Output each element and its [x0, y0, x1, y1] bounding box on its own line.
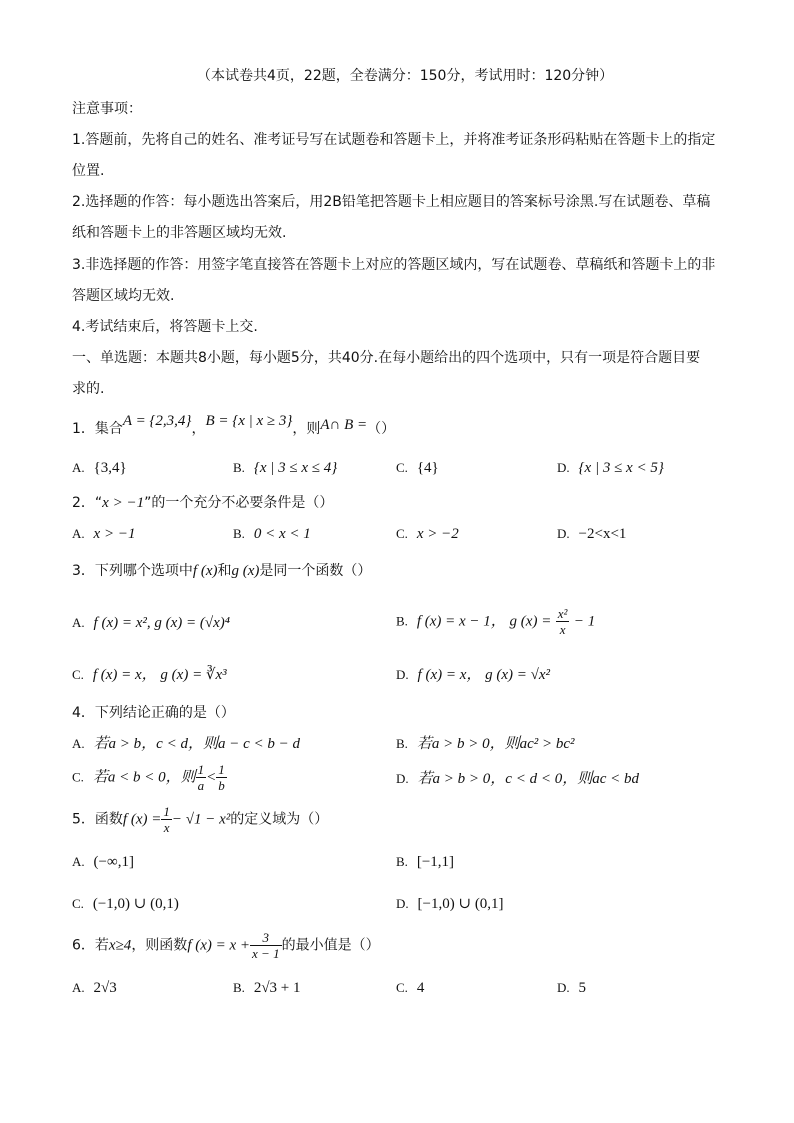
q4-c-fraction-2: $\frac{1}{b}$ — [218, 762, 225, 793]
exam-header: （本试卷共4页，22题，全卷满分：150分，考试用时：120分钟） — [197, 68, 614, 84]
q1-option-a[interactable]: A. {3,4} — [72, 460, 127, 476]
q2-option-d[interactable]: D. −2<x<1 — [557, 526, 627, 542]
notice-line-2: 位置. — [72, 163, 105, 179]
q6-option-c[interactable]: C. 4 — [396, 980, 425, 996]
q5-option-d[interactable]: D. [−1,0) ∪ (0,1] — [396, 896, 504, 912]
q2-option-c[interactable]: C. x > −2 — [396, 526, 459, 542]
q6-option-d[interactable]: D. 5 — [557, 980, 587, 996]
q2-option-b[interactable]: B. 0 < x < 1 — [233, 526, 311, 542]
q6-option-b[interactable]: B. 2√3 + 1 — [233, 980, 301, 996]
q3-option-a[interactable]: A. f (x) = x², g (x) = (√x)⁴ — [72, 615, 231, 631]
question-4-stem: 4．下列结论正确的是（） — [72, 705, 235, 721]
q1-mid: ，则 — [292, 421, 321, 437]
q1-option-c[interactable]: C. {4} — [396, 460, 439, 476]
q4-option-a[interactable]: A. 若a > b，c < d，则a − c < b − d — [72, 736, 300, 752]
q1-option-d[interactable]: D. {x | 3 ≤ x < 5} — [557, 460, 664, 476]
q4-c-fraction-1: $\frac{1}{a}$ — [197, 762, 205, 793]
q3-b-fraction: $\frac{\text{x²}}{x}$ — [557, 606, 568, 637]
notice-title: 注意事项： — [72, 101, 142, 117]
section-heading-1: 一、单选题：本题共8小题，每小题5分，共40分.在每小题给出的四个选项中，只有一项是符合题目要 — [72, 350, 701, 366]
q2-expression: x > −1 — [102, 495, 145, 511]
question-5-stem: 5．函数f (x) = $\frac{1}{x}$ − √1 − x²的定义域为（） — [72, 804, 329, 835]
q3-option-c[interactable]: C. f (x) = x， g (x) = ∛x³ — [72, 667, 227, 683]
notice-line-4: 纸和答题卡上的非答题区域均无效. — [72, 225, 287, 241]
q6-fraction: $\frac{3}{x - 1}$ — [252, 930, 280, 961]
q1-option-b[interactable]: B. {x | 3 ≤ x ≤ 4} — [233, 460, 338, 476]
q1-set-b: B = {x | x ≥ 3} — [205, 413, 293, 429]
q4-option-c[interactable]: C. 若a < b < 0，则 $\frac{1}{a}$ < $\frac{1}{b}$ — [72, 762, 225, 793]
q3-option-d[interactable]: D. f (x) = x， g (x) = √x² — [396, 667, 551, 683]
q1-prefix: 1．集合 — [72, 421, 123, 437]
q2-option-a[interactable]: A. x > −1 — [72, 526, 136, 542]
notice-line-6: 答题区域均无效. — [72, 288, 175, 304]
notice-line-3: 2.选择题的作答：每小题选出答案后，用2B铅笔把答题卡上相应题目的答案标号涂黑.写在试题卷、草稿 — [72, 194, 711, 210]
question-1-stem — [72, 413, 396, 438]
notice-line-1: 1.答题前，先将自己的姓名、准考证号写在试题卷和答题卡上，并将准考证条形码粘贴在答题卡上的指定 — [72, 132, 716, 148]
question-2-stem: 2．“x > −1”的一个充分不必要条件是（） — [72, 495, 334, 511]
question-6-stem: 6．若x≥4，则函数f (x) = x + $\frac{3}{x - 1}$ 的最小值是（） — [72, 930, 380, 961]
q4-option-b[interactable]: B. 若a > b > 0，则ac² > bc² — [396, 736, 575, 752]
section-heading-2: 求的. — [72, 381, 105, 397]
q3-g: g (x) — [231, 563, 260, 579]
notice-line-5: 3.非选择题的作答：用签字笔直接答在答题卡上对应的答题区域内，写在试题卷、草稿纸和答题卡上的非 — [72, 257, 716, 273]
q3-option-b[interactable]: B. f (x) = x − 1， g (x) = $\frac{\text{x²}}{x}$ − 1 — [396, 606, 596, 637]
notice-line-7: 4.考试结束后，将答题卡上交. — [72, 319, 258, 335]
q3-f: f (x) — [192, 563, 218, 579]
q5-option-c[interactable]: C. (−1,0) ∪ (0,1) — [72, 896, 179, 912]
q1-set-a: A = {2,3,4} — [122, 413, 192, 429]
q4-option-d[interactable]: D. 若a > b > 0，c < d < 0，则ac < bd — [396, 771, 639, 787]
q6-option-a[interactable]: A. 2√3 — [72, 980, 117, 996]
q5-fraction: $\frac{1}{x}$ — [163, 804, 170, 835]
q5-option-b[interactable]: B. [−1,1] — [396, 854, 455, 870]
question-3-stem: 3．下列哪个选项中f (x)和g (x)是同一个函数（） — [72, 563, 372, 579]
q1-separator: ， — [191, 421, 206, 437]
q1-paren: （） — [367, 421, 396, 437]
q1-expression: A∩ B = — [320, 417, 368, 433]
q5-option-a[interactable]: A. (−∞,1] — [72, 854, 134, 870]
